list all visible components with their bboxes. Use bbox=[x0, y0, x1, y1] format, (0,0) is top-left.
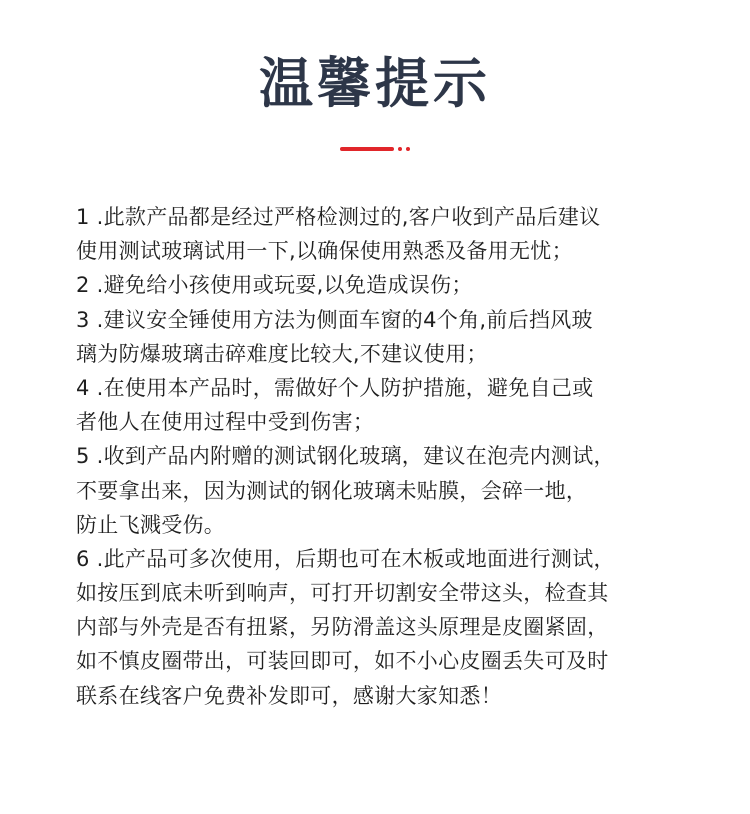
notice-line: 者他人在使用过程中受到伤害； bbox=[76, 410, 375, 435]
notice-line: 防止飞溅受伤。 bbox=[76, 512, 226, 537]
notice-line: 使用测试玻璃试用一下,以确保使用熟悉及备用无忧； bbox=[76, 239, 573, 264]
notice-line: 如不慎皮圈带出，可装回即可，如不小心皮圈丢失可及时 bbox=[76, 649, 609, 674]
divider-dot bbox=[398, 147, 402, 151]
notice-line: 不要拿出来，因为测试的钢化玻璃未贴膜，会碎一地， bbox=[76, 478, 588, 503]
notice-body bbox=[76, 200, 696, 713]
notice-line: 1 .此款产品都是经过严格检测过的,客户收到产品后建议 bbox=[76, 205, 601, 229]
notice-line: 4 .在使用本产品时，需做好个人防护措施，避免自己或 bbox=[76, 375, 594, 400]
notice-line: 内部与外壳是否有扭紧，另防滑盖这头原理是皮圈紧固， bbox=[76, 615, 609, 640]
notice-line: 2 .避免给小孩使用或玩耍,以免造成误伤； bbox=[76, 273, 473, 298]
divider-bar bbox=[340, 147, 394, 151]
notice-line: 5 .收到产品内附赠的测试钢化玻璃，建议在泡壳内测试， bbox=[76, 444, 615, 469]
notice-line: 6 .此产品可多次使用，后期也可在木板或地面进行测试， bbox=[76, 546, 615, 571]
notice-line: 联系在线客户免费补发即可，感谢大家知悉！ bbox=[76, 683, 502, 708]
page-title: 温馨提示 bbox=[259, 52, 491, 115]
notice-line: 璃为防爆玻璃击碎难度比较大,不建议使用； bbox=[76, 341, 488, 366]
notice-line: 3 .建议安全锤使用方法为侧面车窗的4个角,前后挡风玻 bbox=[76, 307, 593, 332]
divider-dot bbox=[406, 147, 410, 151]
notice-line: 如按压到底未听到响声，可打开切割安全带这头，检查其 bbox=[76, 581, 609, 606]
title-divider bbox=[340, 146, 410, 152]
